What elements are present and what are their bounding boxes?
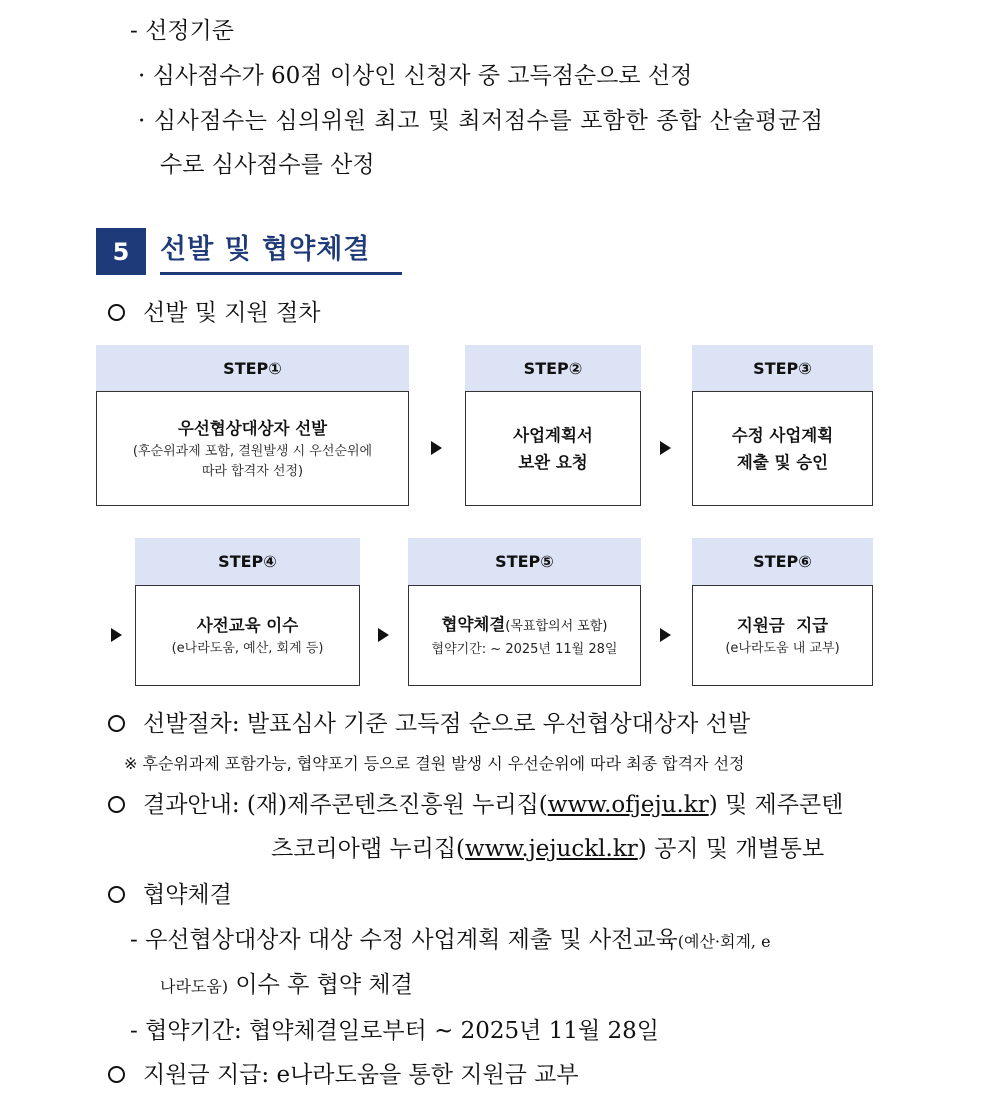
step-4-label: STEP④ bbox=[135, 538, 360, 585]
step-1-sub-1: (후순위과제 포함, 결원발생 시 우선순위에 bbox=[132, 444, 373, 459]
step-5-main-text: 협약체결 bbox=[441, 615, 506, 634]
step-3-main-2: 제출 및 승인 bbox=[736, 452, 829, 472]
criteria-item-1: · 심사점수가 60점 이상인 신청자 중 고득점순으로 선정 bbox=[138, 63, 693, 89]
arrow-right-icon bbox=[660, 628, 671, 642]
payment bbox=[108, 1056, 579, 1089]
section-title: 선발 및 협약체결 bbox=[160, 228, 402, 275]
step-4-box bbox=[135, 585, 360, 686]
criteria-item-2-line1: · 심사점수는 심의위원 최고 및 최저점수를 포함한 종합 산술평균점 bbox=[138, 108, 824, 134]
circle-bullet-icon bbox=[108, 304, 125, 321]
criteria-heading: - 선정기준 bbox=[130, 18, 234, 44]
payment-text: 지원금 지급: e나라도움을 통한 지원금 교부 bbox=[143, 1062, 579, 1088]
agreement-item-1-line2-small: 나라도움) bbox=[160, 977, 229, 996]
agreement-item-1-main: - 우선협상대상자 대상 수정 사업계획 제출 및 사전교육 bbox=[130, 927, 678, 953]
step-5-sub: 협약기간: ~ 2025년 11월 28일 bbox=[431, 642, 618, 657]
step-6-box bbox=[692, 585, 873, 686]
step-6-main: 지원금 지급 bbox=[736, 616, 829, 635]
result-line2-suffix: ) 공지 및 개별통보 bbox=[637, 836, 825, 862]
arrow-right-icon bbox=[378, 628, 389, 642]
step-2-label: STEP② bbox=[465, 345, 641, 391]
agreement-item-1-line2-main: 이수 후 협약 체결 bbox=[228, 972, 413, 998]
selection-procedure bbox=[108, 705, 750, 738]
selection-procedure-text: 선발절차: 발표심사 기준 고득점 순으로 우선협상대상자 선발 bbox=[143, 711, 751, 737]
step-3-main-1: 수정 사업계획 bbox=[731, 425, 834, 445]
circle-bullet-icon bbox=[108, 1066, 125, 1083]
step-5-box bbox=[408, 585, 641, 686]
ofjeju-link[interactable]: www.ofjeju.kr bbox=[547, 792, 709, 818]
result-notice-mid: ) 및 제주콘텐 bbox=[708, 792, 844, 818]
agreement-item-2: - 협약기간: 협약체결일로부터 ~ 2025년 11월 28일 bbox=[130, 1018, 659, 1044]
agreement-item-1-line2 bbox=[160, 966, 413, 999]
agreement-heading-text: 협약체결 bbox=[143, 882, 232, 908]
arrow-right-icon bbox=[660, 441, 671, 455]
arrow-right-icon bbox=[111, 628, 122, 642]
result-line2-prefix: 츠코리아랩 누리집( bbox=[271, 836, 466, 862]
arrow-right-icon bbox=[431, 441, 442, 455]
step-1-box bbox=[96, 391, 409, 506]
step-2-main-1: 사업계획서 bbox=[513, 425, 593, 445]
agreement-item-1-small: (예산·회계, e bbox=[677, 932, 771, 951]
result-notice-prefix: 결과안내: (재)제주콘텐츠진흥원 누리집( bbox=[143, 792, 548, 818]
step-2-box bbox=[465, 391, 641, 506]
step-5-label: STEP⑤ bbox=[408, 538, 641, 585]
procedure-heading-text: 선발 및 지원 절차 bbox=[143, 300, 321, 326]
result-notice bbox=[108, 786, 843, 819]
section-number-badge: 5 bbox=[96, 228, 146, 275]
jejuckl-link[interactable]: www.jejuckl.kr bbox=[465, 836, 638, 862]
step-5-main bbox=[442, 611, 608, 640]
circle-bullet-icon bbox=[108, 886, 125, 903]
criteria-item-2-line2: 수로 심사점수를 산정 bbox=[160, 152, 375, 178]
step-4-sub: (e나라도움, 예산, 회계 등) bbox=[171, 641, 324, 656]
step-1-main: 우선협상대상자 선발 bbox=[177, 419, 328, 438]
circle-bullet-icon bbox=[108, 796, 125, 813]
selection-note: ※ 후순위과제 포함가능, 협약포기 등으로 결원 발생 시 우선순위에 따라 최종 합격자 선정 bbox=[124, 754, 745, 773]
agreement-item-1 bbox=[130, 921, 771, 954]
circle-bullet-icon bbox=[108, 715, 125, 732]
step-6-sub: (e나라도움 내 교부) bbox=[725, 641, 840, 656]
agreement-heading bbox=[108, 876, 232, 909]
step-1-sub-2: 따라 합격자 선정) bbox=[201, 464, 304, 479]
step-3-label: STEP③ bbox=[692, 345, 873, 391]
result-notice-line2 bbox=[271, 830, 824, 863]
step-3-box bbox=[692, 391, 873, 506]
step-4-main: 사전교육 이수 bbox=[196, 616, 299, 635]
step-1-label: STEP① bbox=[96, 345, 409, 391]
step-5-main-suffix: (목표합의서 포함) bbox=[505, 619, 608, 634]
procedure-heading bbox=[108, 294, 320, 327]
step-6-label: STEP⑥ bbox=[692, 538, 873, 585]
step-2-main-2: 보완 요청 bbox=[518, 452, 588, 472]
